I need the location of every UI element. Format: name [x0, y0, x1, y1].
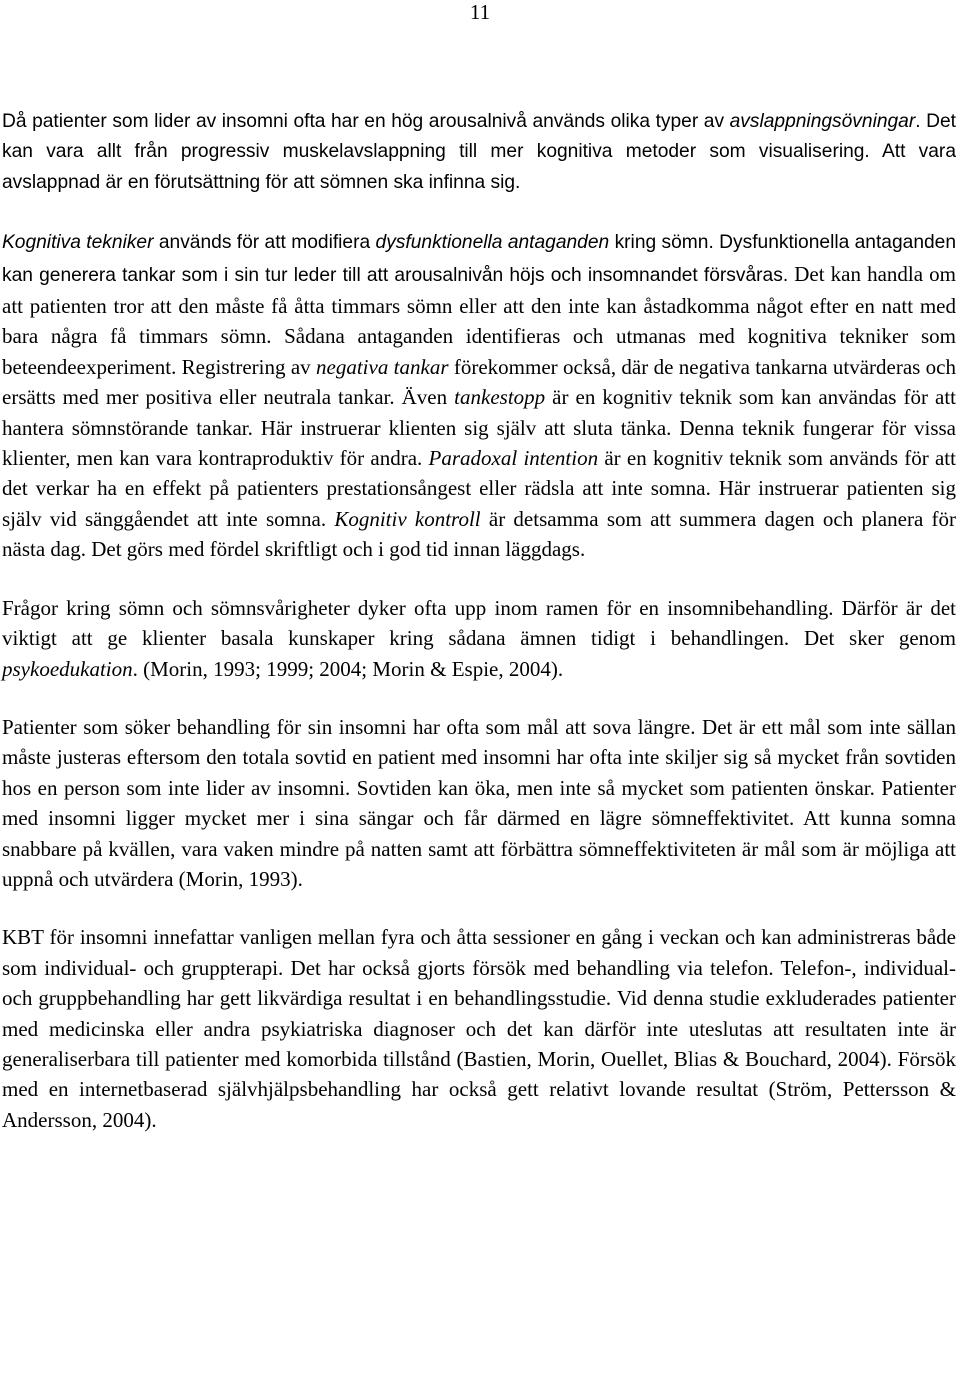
- text-run: är en kognitiv teknik som används för att det verkar ha en effekt på patienters prestationsångest eller rädsla att inte somna. Här instruerar patienten sig själv vid sänggåendet att inte somna.: [2, 446, 956, 531]
- text-run: används för att modifiera: [153, 232, 376, 254]
- paragraph-relaxation: [2, 107, 956, 198]
- paragraph-kbt-format: KBT för insomni innefattar vanligen mellan fyra och åtta sessioner en gång i veckan och kan administreras både som individual- och gruppterapi. Det har också gjorts försök med behandling via telefon. Telefon-, individual- och gruppbehandling har gett likvärdiga resultat i en behandlingsstudie. Vid denna studie exkluderades patienter med medicinska eller andra psykiatriska diagnoser och det kan därför inte uteslutas att resultaten inte är generaliserbara till patienter med komorbida tillstånd (Bastien, Morin, Ouellet, Blias & Bouchard, 2004). Försök med en internetbaserad självhjälpsbehandling har också gett relativt lovande resultat (Ström, Pettersson & Andersson, 2004).: [2, 925, 956, 1132]
- text-run: är en kognitiv teknik som kan användas för att hantera sömnstörande tankar. Här instruerar klienten sig själv att sluta tänka. Denna teknik fungerar för vissa klienter, men kan vara kontraproduktiv för andra.: [2, 385, 956, 471]
- text-run: . Det kan vara allt från progressiv muskelavslappning till mer kognitiva metoder som visualisering. Att vara avslappnad är en förutsättning för att sömnen ska infinna sig.: [2, 111, 956, 193]
- text-run: . (Morin, 1993; 1999; 2004; Morin & Espie, 2004).: [132, 656, 564, 681]
- italic-term: psykoedukation: [2, 656, 133, 681]
- italic-term: Kognitiva tekniker: [2, 232, 154, 254]
- paragraph-cognitive-techniques: [2, 226, 956, 564]
- text-run: Då patienter som lider av insomni ofta har en hög arousalnivå används olika typer av: [2, 111, 730, 132]
- text-run: kring sömn. Dysfunktionella antaganden kan generera tankar som i sin tur leder till att arousalnivån höjs och insomnandet försvåras.: [2, 232, 957, 286]
- italic-term: Paradoxal intention: [428, 446, 599, 471]
- italic-term: Kognitiv kontroll: [334, 506, 481, 531]
- italic-term: tankestopp: [454, 385, 546, 410]
- text-run: förekommer också, där de negativa tankarna utvärderas och ersätts med mer positiva eller neutrala tankar. Även: [2, 354, 957, 410]
- paragraph-psychoeducation: [2, 593, 956, 684]
- paragraph-sleep-goals: Patienter som söker behandling för sin insomni har ofta som mål att sova längre. Det är ett mål som inte sällan måste justeras eftersom den totala sovtid en patient med insomni har ofta inte skiljer sig så mycket från sovtiden hos en person som inte lider av insomni. Sovtiden kan öka, men inte så mycket som patienten önskar. Patienter med insomni ligger mycket mer i sina sängar och får därmed en lägre sömneffektivitet. Att kunna somna snabbare på kvällen, vara vaken mindre på natten samt att förbättra sömneffektiviteten är mål som är möjliga att uppnå och utvärdera (Morin, 1993).: [2, 714, 956, 891]
- italic-term: avslappningsövningar: [729, 111, 916, 132]
- page-number: 11: [469, 0, 491, 24]
- text-run: Det kan handla om att patienten tror att den måste få åtta timmars sömn eller att den inte kan åstadkomma något efter en natt med bara några få timmars sömn. Sådana antaganden identifieras och utmanas med kognitiva tekniker som beteendeexperiment. Registrering av: [2, 261, 956, 379]
- document-body: [2, 107, 956, 1163]
- italic-term: negativa tankar: [316, 354, 449, 379]
- italic-term: dysfunktionella antaganden: [375, 232, 610, 254]
- text-run: Frågor kring sömn och sömnsvårigheter dyker ofta upp inom ramen för en insomnibehandling. Därför är det viktigt att ge klienter basala kunskaper kring sådana ämnen tidigt i behandlingen. Det sker genom: [2, 595, 956, 651]
- text-run: är detsamma som att summera dagen och planera för nästa dag. Det görs med fördel skriftligt och i god tid innan läggdags.: [2, 506, 956, 562]
